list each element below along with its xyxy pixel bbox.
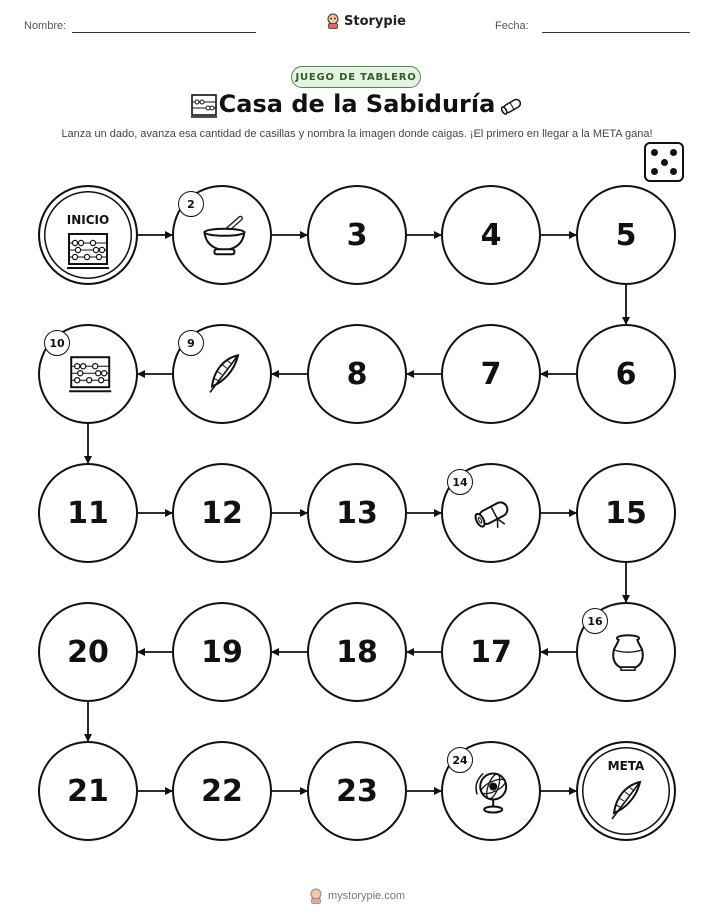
mortar-pestle-icon xyxy=(200,214,248,260)
space-number: 17 xyxy=(470,634,512,670)
board-space-3 xyxy=(307,185,407,285)
space-number-tag: 14 xyxy=(447,469,473,495)
quill-feather-icon xyxy=(204,352,244,400)
space-number: 15 xyxy=(605,495,647,531)
board-space-17 xyxy=(441,602,541,702)
instructions-text: Lanza un dado, avanza esa cantidad de casillas y nombra la imagen donde caigas. ¡El primero en llegar a la META gana! xyxy=(61,128,653,140)
board-space-2 xyxy=(172,185,272,285)
finish-label: META xyxy=(607,759,645,773)
board-space-16 xyxy=(576,602,676,702)
abacus-icon xyxy=(66,231,110,275)
start-label: INICIO xyxy=(66,213,110,227)
board-space-22 xyxy=(172,741,272,841)
board-space-12 xyxy=(172,463,272,563)
space-number: 7 xyxy=(480,356,502,392)
board-space-11 xyxy=(38,463,138,563)
board-space-20 xyxy=(38,602,138,702)
space-number: 5 xyxy=(615,217,637,253)
board-space-4 xyxy=(441,185,541,285)
armillary-globe-icon xyxy=(471,769,515,819)
board-space-5 xyxy=(576,185,676,285)
date-label: Fecha: xyxy=(495,20,529,32)
space-number-tag: 10 xyxy=(44,330,70,356)
space-number: 18 xyxy=(336,634,378,670)
abacus-icon xyxy=(68,354,112,398)
name-label: Nombre: xyxy=(24,20,67,32)
scroll-icon xyxy=(470,493,516,537)
space-number: 22 xyxy=(201,773,243,809)
footer-url[interactable]: mystorypie.com xyxy=(327,890,406,902)
board-space-18 xyxy=(307,602,407,702)
space-number-tag: 2 xyxy=(178,191,204,217)
board-space-21 xyxy=(38,741,138,841)
space-number-tag: 24 xyxy=(447,747,473,773)
board-space-15 xyxy=(576,463,676,563)
page-title: Casa de la Sabiduría xyxy=(218,90,496,118)
finish-space xyxy=(576,741,676,841)
clay-pot-icon xyxy=(608,632,648,676)
space-number-tag: 16 xyxy=(582,608,608,634)
board-space-9 xyxy=(172,324,272,424)
board-space-24 xyxy=(441,741,541,841)
board-space-10 xyxy=(38,324,138,424)
space-number: 13 xyxy=(336,495,378,531)
quill-feather-icon xyxy=(606,779,646,827)
space-number-tag: 9 xyxy=(178,330,204,356)
board-space-8 xyxy=(307,324,407,424)
brand-name: Storypie xyxy=(344,13,406,29)
board-space-14 xyxy=(441,463,541,563)
space-number: 11 xyxy=(67,495,109,531)
space-number: 3 xyxy=(346,217,368,253)
space-number: 21 xyxy=(67,773,109,809)
space-number: 8 xyxy=(346,356,368,392)
space-number: 4 xyxy=(480,217,502,253)
footer xyxy=(0,888,714,904)
storypie-mascot-icon xyxy=(309,888,323,904)
start-space xyxy=(38,185,138,285)
space-number: 12 xyxy=(201,495,243,531)
board-space-7 xyxy=(441,324,541,424)
board-space-6 xyxy=(576,324,676,424)
space-number: 6 xyxy=(615,356,637,392)
space-number: 23 xyxy=(336,773,378,809)
board-space-13 xyxy=(307,463,407,563)
board-space-23 xyxy=(307,741,407,841)
space-number: 20 xyxy=(67,634,109,670)
board-space-19 xyxy=(172,602,272,702)
space-number: 19 xyxy=(201,634,243,670)
game-type-badge: JUEGO DE TABLERO xyxy=(291,66,421,88)
